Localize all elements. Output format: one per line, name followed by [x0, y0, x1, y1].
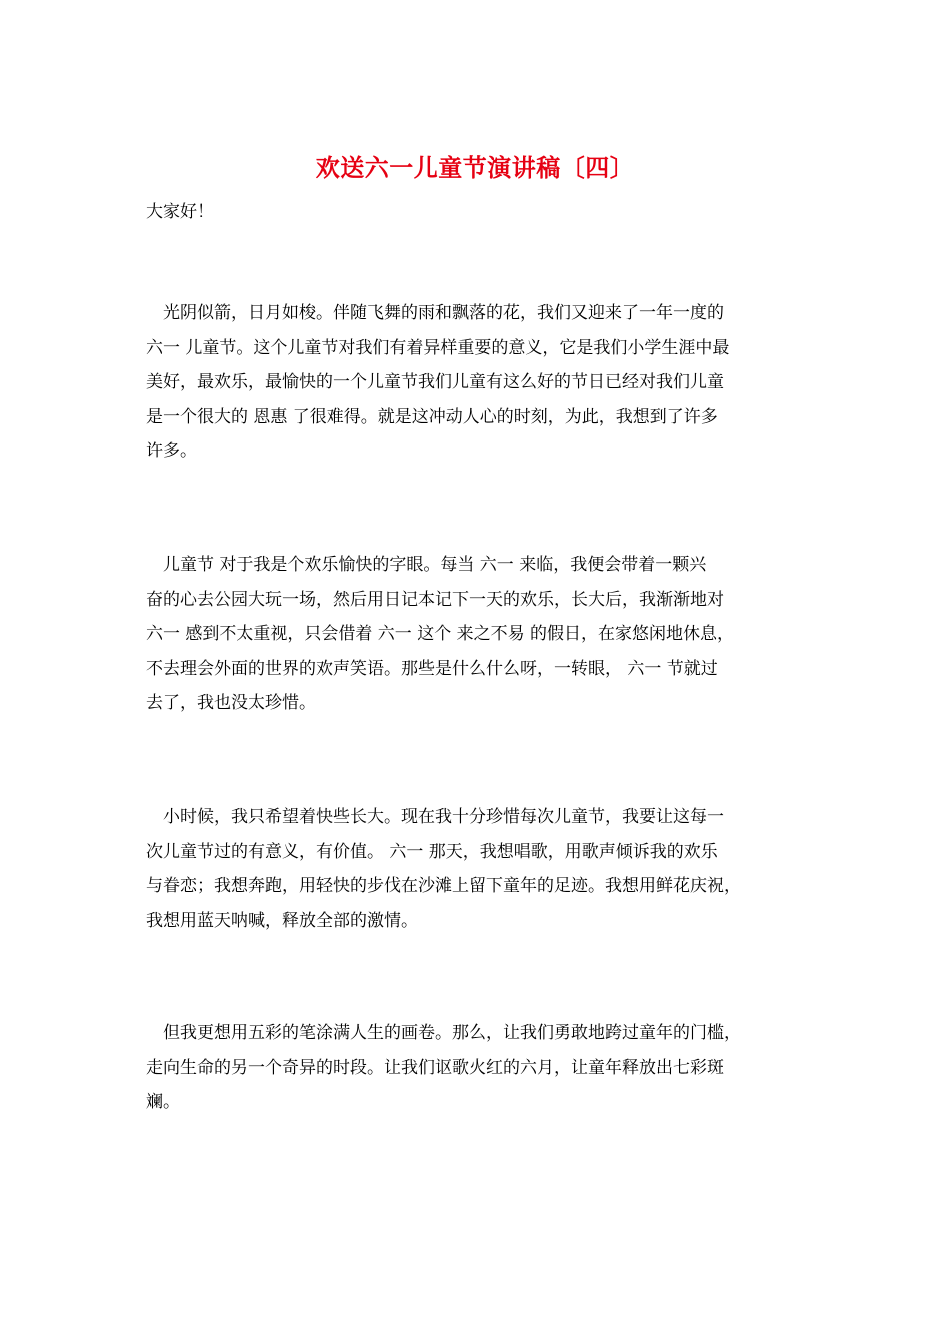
document-title: 欢送六一儿童节演讲稿〔四〕 — [315, 153, 635, 182]
paragraph-line: 与眷恋；我想奔跑，用轻快的步伐在沙滩上留下童年的足迹。我想用鲜花庆祝， — [146, 876, 741, 896]
paragraph-3 — [146, 800, 816, 938]
greeting: 大家好！ — [146, 202, 214, 222]
paragraph-line: 六一 感到不太重视，只会借着 六一 这个 来之不易 的假日，在家悠闲地休息， — [146, 624, 735, 644]
paragraph-line: 光阴似箭，日月如梭。伴随飞舞的雨和飘落的花，我们又迎来了一年一度的 — [146, 303, 724, 323]
paragraph-line: 斓。 — [146, 1092, 180, 1112]
paragraph-line: 六一 儿童节。这个儿童节对我们有着异样重要的意义，它是我们小学生涯中最 — [146, 337, 730, 358]
paragraph-line: 奋的心去公园大玩一场，然后用日记本记下一天的欢乐，长大后，我渐渐地对 — [146, 589, 724, 610]
paragraph-line: 次儿童节过的有意义，有价值。 六一 那天，我想唱歌，用歌声倾诉我的欢乐 — [146, 841, 718, 862]
paragraph-line: 但我更想用五彩的笔涂满人生的画卷。那么，让我们勇敢地跨过童年的门槛， — [146, 1023, 741, 1043]
paragraph-line: 走向生命的另一个奇异的时段。让我们讴歌火红的六月，让童年释放出七彩斑 — [146, 1057, 724, 1078]
paragraph-line: 是一个很大的 恩惠 了很难得。就是这冲动人心的时刻，为此，我想到了许多 — [146, 406, 718, 427]
paragraph-4 — [146, 1016, 816, 1120]
paragraph-line: 儿童节 对于我是个欢乐愉快的字眼。每当 六一 来临，我便会带着一颗兴 — [146, 555, 707, 575]
paragraph-line: 不去理会外面的世界的欢声笑语。那些是什么什么呀，一转眼， 六一 节就过 — [146, 658, 718, 679]
paragraph-line: 美好，最欢乐，最愉快的一个儿童节我们儿童有这么好的节日已经对我们儿童 — [146, 372, 724, 392]
paragraph-2 — [146, 548, 816, 721]
paragraph-line: 我想用蓝天呐喊，释放全部的激情。 — [146, 910, 418, 931]
paragraph-line: 去了，我也没太珍惜。 — [146, 693, 316, 713]
paragraph-1 — [146, 296, 816, 469]
paragraph-line: 许多。 — [146, 441, 197, 461]
paragraph-line: 小时候，我只希望着快些长大。现在我十分珍惜每次儿童节，我要让这每一 — [146, 807, 724, 827]
